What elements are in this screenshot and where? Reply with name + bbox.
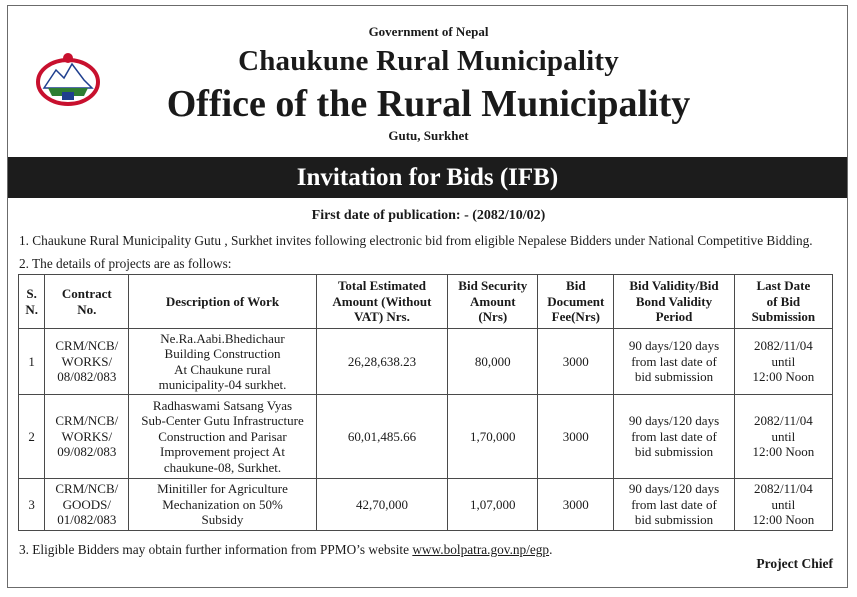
details-paragraph: 2. The details of projects are as follows:	[19, 256, 232, 271]
cell-amount: 26,28,638.23	[316, 329, 448, 395]
cell-contract: CRM/NCB/ WORKS/ 08/082/083	[45, 329, 129, 395]
cell-sn: 3	[19, 479, 45, 531]
header-sn: S. N.	[19, 275, 45, 329]
cell-security: 80,000	[448, 329, 538, 395]
table-row	[19, 329, 833, 395]
table-header-row	[19, 275, 833, 329]
cell-sn: 1	[19, 329, 45, 395]
header-contract: Contract No.	[45, 275, 129, 329]
cell-contract: CRM/NCB/ WORKS/ 09/082/083	[45, 395, 129, 479]
header-fee: Bid Document Fee(Nrs)	[538, 275, 614, 329]
cell-contract: CRM/NCB/ GOODS/ 01/082/083	[45, 479, 129, 531]
cell-validity: 90 days/120 days from last date of bid submission	[614, 395, 734, 479]
cell-fee: 3000	[538, 329, 614, 395]
header-validity: Bid Validity/Bid Bond Validity Period	[614, 275, 734, 329]
cell-deadline: 2082/11/04 until 12:00 Noon	[734, 395, 832, 479]
ifb-banner	[8, 157, 847, 198]
intro-paragraph: 1. Chaukune Rural Municipality Gutu , Surkhet invites following electronic bid from eligible Nepalese Bidders under National Competitive Bidding.	[19, 233, 813, 248]
ifb-title: Invitation for Bids (IFB)	[296, 164, 559, 191]
publication-date: First date of publication: - (2082/10/02)	[311, 208, 546, 223]
header-security: Bid Security Amount (Nrs)	[448, 275, 538, 329]
further-info-text: 3. Eligible Bidders may obtain further information from PPMO’s website	[19, 542, 409, 557]
office-title: Office of the Rural Municipality	[166, 83, 691, 125]
header-amount: Total Estimated Amount (Without VAT) Nrs.	[316, 275, 448, 329]
header-description: Description of Work	[129, 275, 316, 329]
cell-validity: 90 days/120 days from last date of bid submission	[614, 329, 734, 395]
cell-deadline: 2082/11/04 until 12:00 Noon	[734, 329, 832, 395]
cell-fee: 3000	[538, 479, 614, 531]
cell-amount: 42,70,000	[316, 479, 448, 531]
cell-validity: 90 days/120 days from last date of bid submission	[614, 479, 734, 531]
office-address: Gutu, Surkhet	[388, 128, 469, 143]
cell-security: 1,70,000	[448, 395, 538, 479]
header-deadline: Last Date of Bid Submission	[734, 275, 832, 329]
further-info-suffix: .	[549, 542, 553, 557]
cell-description: Radhaswami Satsang Vyas Sub-Center Gutu Infrastructure Construction and Parisar Improvement project At chaukune-08, Surkhet.	[129, 395, 316, 479]
cell-security: 1,07,000	[448, 479, 538, 531]
cell-description: Minitiller for Agriculture Mechanization on 50% Subsidy	[129, 479, 316, 531]
ppmo-website-link[interactable]: www.bolpatra.gov.np/egp	[412, 542, 550, 557]
municipality-name: Chaukune Rural Municipality	[238, 45, 619, 77]
cell-amount: 60,01,485.66	[316, 395, 448, 479]
cell-fee: 3000	[538, 395, 614, 479]
bids-table	[18, 274, 833, 531]
cell-deadline: 2082/11/04 until 12:00 Noon	[734, 479, 832, 531]
further-info-paragraph	[19, 542, 552, 558]
government-label: Government of Nepal	[368, 24, 489, 39]
cell-sn: 2	[19, 395, 45, 479]
cell-description: Ne.Ra.Aabi.Bhedichaur Building Construction At Chaukune rural municipality-04 surkhet.	[129, 329, 316, 395]
table-row	[19, 395, 833, 479]
signoff: Project Chief	[756, 556, 833, 571]
table-row	[19, 479, 833, 531]
